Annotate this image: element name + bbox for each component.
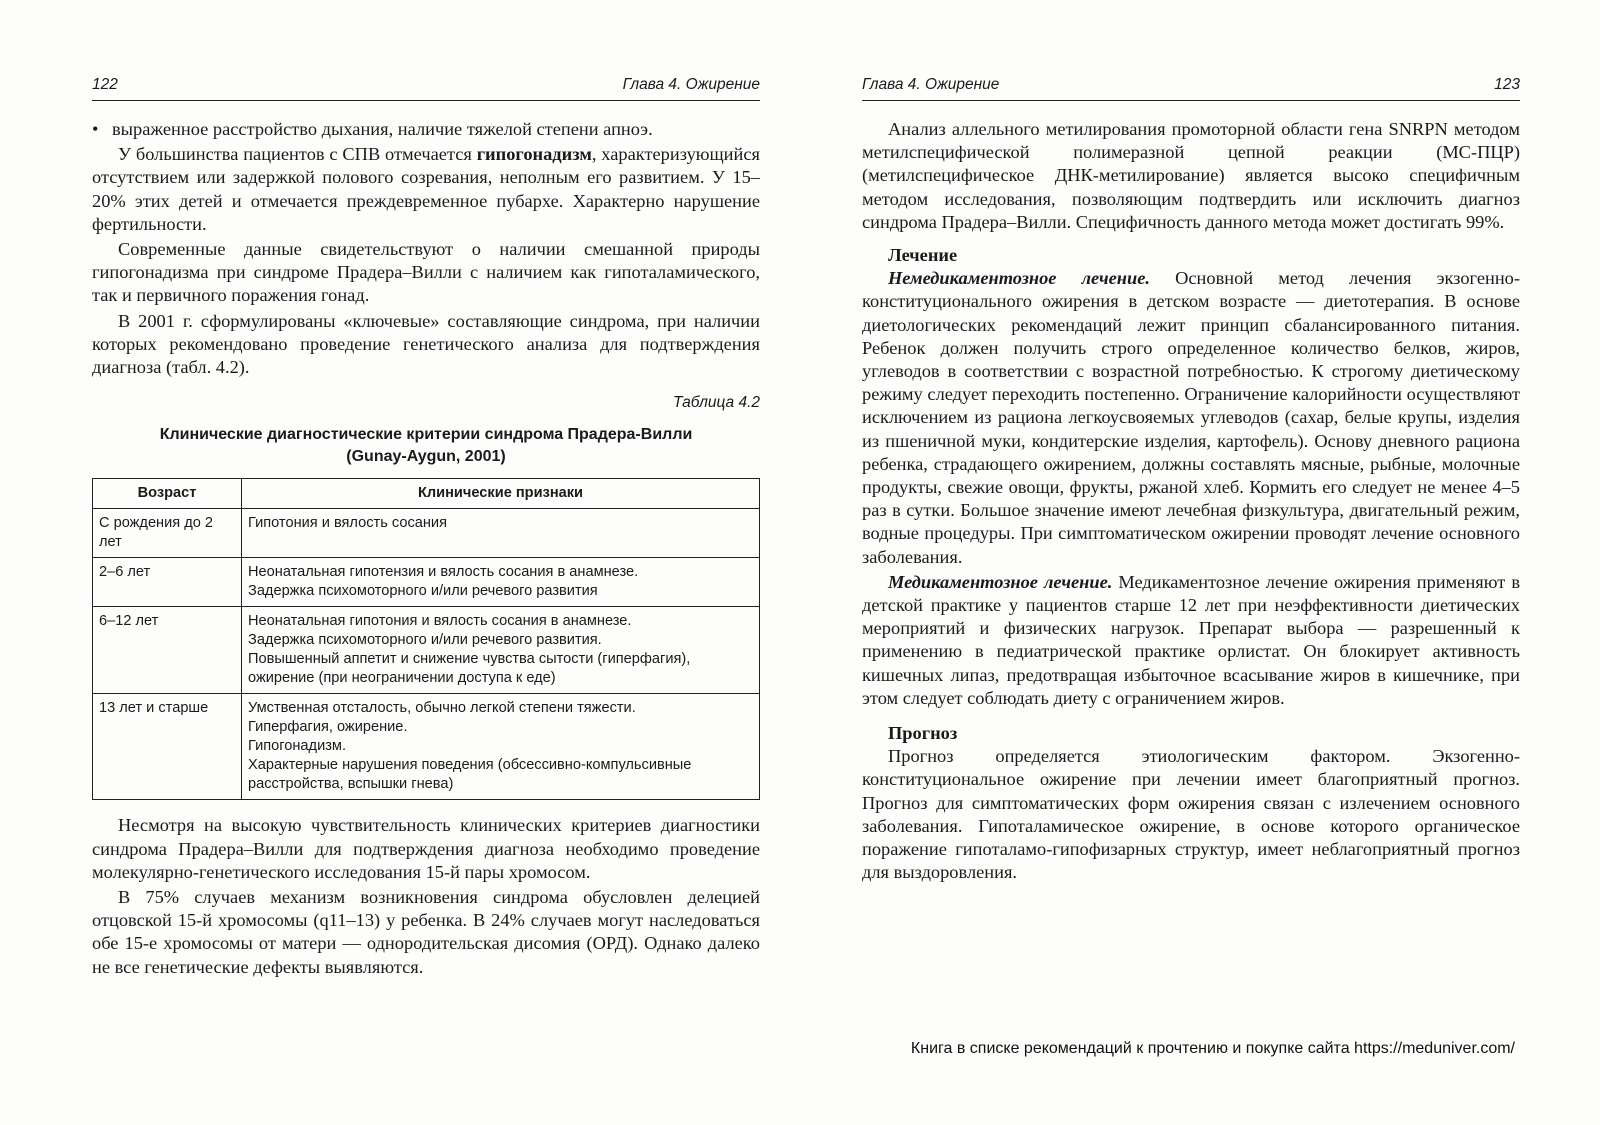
table-row	[93, 607, 760, 694]
sign-text: Повышенный аппетит и снижение чувства сытости (гиперфагия), ожирение (при неограничении доступа к еде)	[248, 651, 691, 687]
running-head-right	[862, 74, 1520, 101]
column-header-age: Возраст	[93, 479, 242, 509]
paragraph-methylation: Анализ аллельного метилирования промоторной области гена SNRPN методом метилспецифической полимеразной цепной реакции (МС-ПЦР) (метилспецифическое ДНК-метилирование) является высоко специфичным методом исследования, позволяющим подтвердить или исключить диагноз синдрома Прадера–Вилли. Специфичность данного метода может достигать 99%.	[862, 119, 1520, 232]
section-heading-treatment: Лечение	[888, 245, 958, 266]
paragraph-hypogonadism	[92, 143, 760, 236]
run-in-heading: Медикаментозное лечение.	[888, 571, 1113, 592]
sign-text: Умственная отсталость, обычно легкой степени тяжести.	[248, 700, 636, 717]
running-head-left	[92, 74, 760, 101]
chapter-title: Глава 4. Ожирение	[862, 76, 1000, 93]
section-heading-prognosis: Прогноз	[888, 723, 958, 744]
paragraph-prognosis: Прогноз определяется этиологическим фактором. Экзогенно-конституциональное ожирение при лечении имеет благоприятный прогноз. Прогноз для симптоматических форм ожирения связан с излечением основного заболевания. Гипоталамическое ожирение, в основе которого органическое поражение гипоталамо-гипофизарных структур, имеет неблагоприятный прогноз для выздоровления.	[862, 746, 1520, 883]
paragraph: В 75% случаев механизм возникновения синдрома обусловлен делецией отцовской 15-й хромосомы (q11–13) у ребенка. В 24% случаев могут наследоваться обе 15-е хромосомы от матери — однородительская дисомия (ОРД). Однако далеко не все генетические дефекты выявляются.	[92, 887, 760, 977]
sign-text: Гиперфагия, ожирение.	[248, 719, 408, 736]
paragraph: В 2001 г. сформулированы «ключевые» составляющие синдрома, при наличии которых рекомендовано проведение генетического анализа для подтверждения диагноза (табл. 4.2).	[92, 310, 760, 378]
age-cell: 6–12 лет	[93, 607, 242, 694]
table-row	[93, 509, 760, 558]
footer-note: Книга в списке рекомендаций к прочтению и покупке сайта https://meduniver.com/	[910, 1040, 1515, 1057]
paragraph: Несмотря на высокую чувствительность клинических критериев диагностики синдрома Прадера–Вилли для подтверждения диагноза необходимо проведение молекулярно-генетического исследования 15-й пары хромосом.	[92, 815, 760, 882]
column-header-signs: Клинические признаки	[242, 479, 760, 509]
right-page	[800, 0, 1600, 1125]
right-text-column	[862, 118, 1520, 887]
page-number: 122	[92, 76, 118, 93]
table-header-row	[93, 479, 760, 509]
paragraph-text: , характеризующийся отсутствием или задержкой полового созревания, неполным его развитием. У 15–20% этих детей и отмечается преждевременное пубархе. Характерно нарушение фертильности.	[92, 144, 760, 234]
sign-text: Характерные нарушения поведения (обсессивно-компульсивные расстройства, вспышки гнева)	[248, 757, 692, 793]
paragraph-drug	[862, 571, 1520, 710]
table-number: Таблица 4.2	[673, 394, 760, 412]
chapter-title: Глава 4. Ожирение	[622, 76, 760, 93]
sign-text: Гипогонадизм.	[248, 738, 346, 755]
paragraph-text: Медикаментозное лечение ожирения применяют в детской практике у пациентов старше 12 лет при неэффективности диетических мероприятий и физических нагрузок. Препарат выбора — разрешенный к применению в педиатрической практике орлистат. Он блокирует активность кишечных липаз, предотвращая избыточное всасывание жиров в кишечнике, при этом следует соблюдать диету с ограничением жиров.	[862, 571, 1520, 708]
sign-text: Неонатальная гипотензия и вялость сосания в анамнезе.	[248, 564, 639, 581]
page-number: 123	[1494, 76, 1520, 93]
paragraph-nondrug	[862, 267, 1520, 569]
age-cell: 13 лет и старше	[93, 694, 242, 800]
sign-text: Задержка психомоторного и/или речевого развития	[248, 583, 598, 600]
paragraph-text: Основной метод лечения экзогенно-конституционального ожирения в детском возрасте — диетотерапия. В основе диетологических рекомендаций лежит принцип сбалансированного питания. Ребенок должен получить строго определенное количество белков, жиров, углеводов в соответствии с возрастной потребностью. К строгому диетическому режиму следует переходить постепенно. Ограничение калорийности осуществляют исключением из рациона легкоусвояемых углеводов (сахар, белые крупы, изделия из пшеничной муки, кондитерские изделия, картофель). Основу дневного рациона ребенка, страдающего ожирением, должны составлять мясные, рыбные, молочные продукты, свежие овощи, фрукты, ржаной хлеб. Кормить его следует не менее 4–5 раз в сутки. Большое значение имеют лечебная физкультура, двигательный режим, водные процедуры. При симптоматическом ожирении проводят лечение основного заболевания.	[862, 268, 1520, 567]
left-text-column	[92, 118, 760, 981]
bullet-item: • выраженное расстройство дыхания, наличие тяжелой степени апноэ.	[92, 118, 760, 141]
criteria-table	[92, 478, 760, 800]
signs-cell	[242, 607, 760, 694]
age-cell: 2–6 лет	[93, 558, 242, 607]
signs-cell	[242, 694, 760, 800]
signs-cell	[242, 509, 760, 558]
sign-text: Гипотония и вялость сосания	[248, 515, 447, 532]
table-row	[93, 694, 760, 800]
paragraph: Современные данные свидетельствуют о наличии смешанной природы гипогонадизма при синдроме Прадера–Вилли с наличием как гипоталамического, так и первичного поражения гонад.	[92, 239, 760, 306]
bold-term: гипогонадизм	[476, 144, 592, 165]
sign-text: Задержка психомоторного и/или речевого развития.	[248, 632, 602, 649]
table-title-line: Клинические диагностические критерии синдрома Прадера-Вилли	[159, 426, 693, 444]
table-title-line: (Gunay-Aygun, 2001)	[346, 448, 506, 466]
signs-cell	[242, 558, 760, 607]
paragraph-text: У большинства пациентов с СПВ отмечается	[118, 144, 477, 165]
run-in-heading: Немедикаментозное лечение.	[888, 268, 1150, 289]
table-title	[92, 424, 760, 468]
age-cell: С рождения до 2 лет	[93, 509, 242, 558]
table-row	[93, 558, 760, 607]
sign-text: Неонатальная гипотония и вялость сосания в анамнезе.	[248, 613, 632, 630]
